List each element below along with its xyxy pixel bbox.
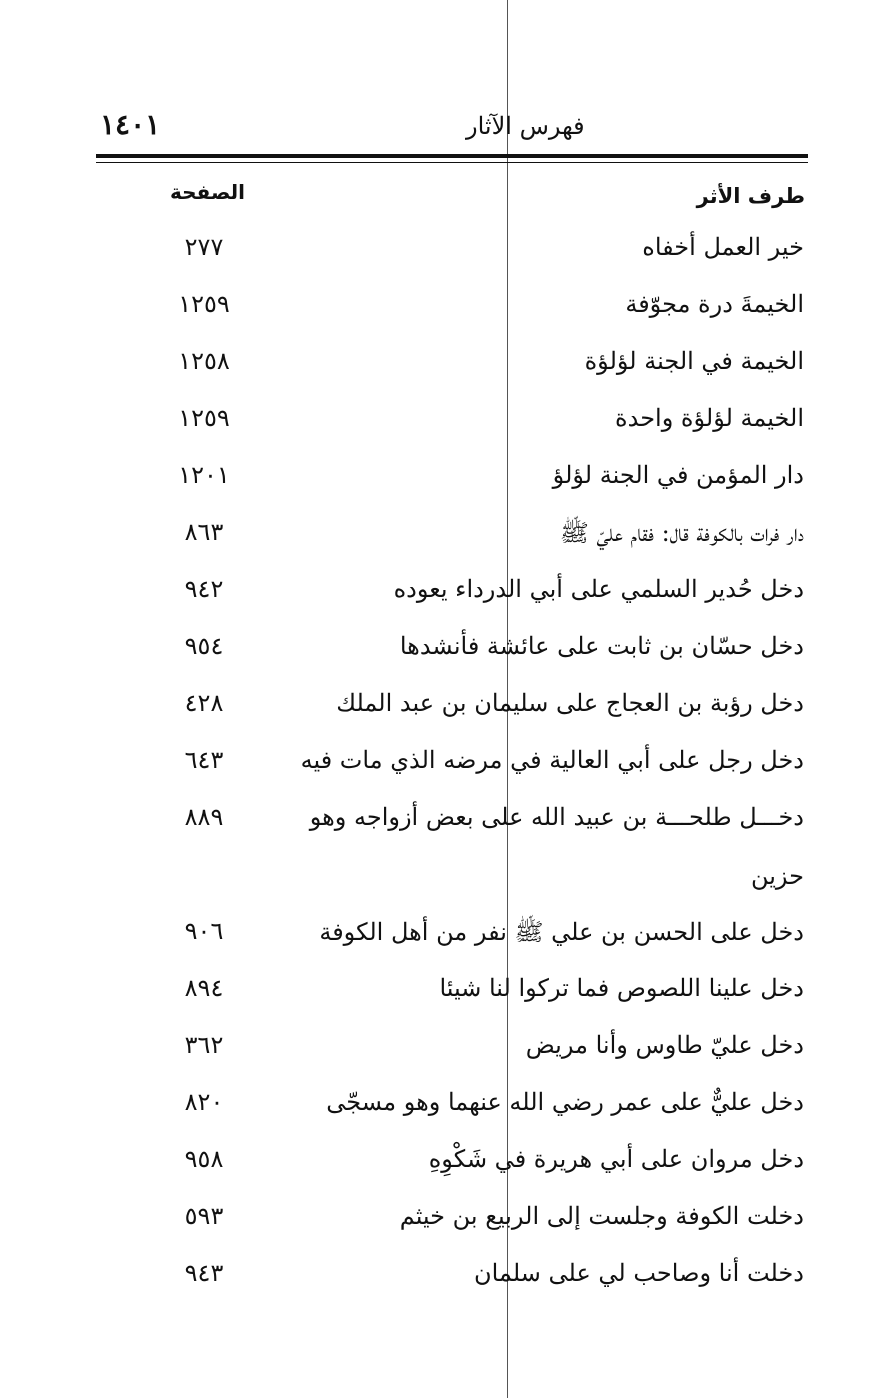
entry-page: ٨٢٠ bbox=[184, 1088, 224, 1116]
page-title: فهرس الآثار bbox=[466, 112, 585, 140]
entry-page: ١٢٥٩ bbox=[178, 404, 230, 432]
entry-text: دخلت أنا وصاحب لي على سلمان bbox=[474, 1259, 804, 1287]
entry-page: ١٢٥٩ bbox=[178, 290, 230, 318]
entry-page: ٩٥٨ bbox=[184, 1145, 224, 1173]
entry-text: دار المؤمن في الجنة لؤلؤ bbox=[552, 461, 804, 489]
entry-page: ٣٦٢ bbox=[184, 1031, 224, 1059]
entry-text: دخل حُدير السلمي على أبي الدرداء يعوده bbox=[393, 575, 804, 603]
index-entry bbox=[96, 233, 808, 277]
entry-text: دخـــل طلحـــة بن عبيد الله على بعض أزواجه وهو bbox=[309, 803, 804, 831]
column-heading-text: طرف الأثر bbox=[696, 184, 805, 208]
entry-text: دخل رجل على أبي العالية في مرضه الذي مات فيه bbox=[300, 746, 804, 774]
index-entry bbox=[96, 575, 808, 619]
entry-page: ٦٤٣ bbox=[184, 746, 224, 774]
index-entry bbox=[96, 917, 808, 961]
entry-text: الخيمة لؤلؤة واحدة bbox=[615, 404, 804, 432]
entry-text: حزين bbox=[750, 862, 804, 890]
entry-page: ٤٢٨ bbox=[184, 689, 224, 717]
index-entry bbox=[96, 632, 808, 676]
entry-text: دخل حسّان بن ثابت على عائشة فأنشدها bbox=[399, 632, 804, 660]
index-entry bbox=[96, 1202, 808, 1246]
entry-page: ٩٤٣ bbox=[184, 1259, 224, 1287]
index-entry bbox=[96, 1088, 808, 1132]
column-heading-page: الصفحة bbox=[170, 180, 246, 204]
entry-text: دخل على الحسن بن علي ﷺ نفر من أهل الكوفة bbox=[319, 918, 804, 946]
entry-text: دخل رؤبة بن العجاج على سليمان بن عبد الملك bbox=[336, 689, 804, 717]
index-entry bbox=[96, 461, 808, 505]
index-entry bbox=[96, 518, 808, 562]
index-entry bbox=[96, 290, 808, 334]
entry-page: ٩٤٢ bbox=[184, 575, 224, 603]
index-entry bbox=[96, 404, 808, 448]
entry-text: دخلت الكوفة وجلست إلى الربيع بن خيثم bbox=[399, 1202, 804, 1230]
entry-text: دخل عليّ طاوس وأنا مريض bbox=[525, 1031, 804, 1059]
index-entry bbox=[96, 746, 808, 790]
index-entry bbox=[96, 1259, 808, 1303]
entry-text: دخل عليٌّ على عمر رضي الله عنهما وهو مسجّى bbox=[326, 1088, 804, 1116]
index-entry-continuation bbox=[96, 862, 808, 906]
index-entry bbox=[96, 689, 808, 733]
page-number: ١٤٠١ bbox=[100, 108, 161, 141]
index-entry bbox=[96, 347, 808, 391]
entry-text: خير العمل أخفاه bbox=[642, 233, 804, 261]
entry-page: ٥٩٣ bbox=[184, 1202, 224, 1230]
entry-text: دخل علينا اللصوص فما تركوا لنا شيئا bbox=[439, 974, 804, 1002]
entry-text: الخيمة في الجنة لؤلؤة bbox=[584, 347, 804, 375]
entry-page: ٢٧٧ bbox=[184, 233, 224, 261]
entry-text: دار فرات بالكوفة قال: فقام عليّ ﷺ bbox=[559, 519, 804, 547]
entry-page: ٨٨٩ bbox=[184, 803, 224, 831]
entry-page: ٩٥٤ bbox=[184, 632, 224, 660]
entry-page: ٨٩٤ bbox=[184, 974, 224, 1002]
entry-page: ٨٦٣ bbox=[184, 518, 224, 546]
index-entry bbox=[96, 1031, 808, 1075]
entry-page: ٩٠٦ bbox=[184, 917, 224, 945]
entry-text: الخيمةَ درة مجوّفة bbox=[625, 290, 804, 318]
index-entry bbox=[96, 974, 808, 1018]
entry-text: دخل مروان على أبي هريرة في شَكْوِهِ bbox=[428, 1145, 804, 1173]
index-entry bbox=[96, 803, 808, 847]
index-entry bbox=[96, 1145, 808, 1189]
entry-page: ١٢٠١ bbox=[178, 461, 230, 489]
entry-page: ١٢٥٨ bbox=[178, 347, 230, 375]
